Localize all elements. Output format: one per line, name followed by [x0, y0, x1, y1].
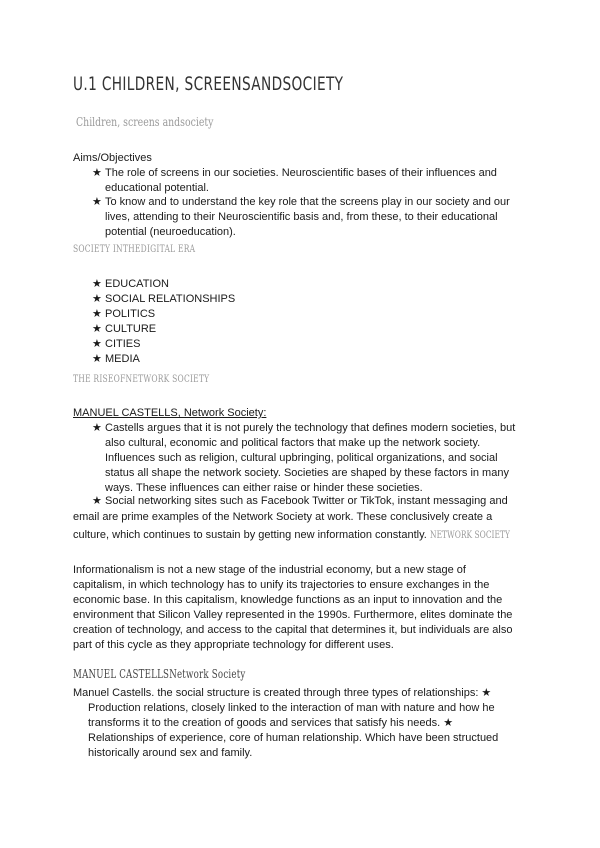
informationalism-paragraph: Informationalism is not a new stage of the industrial economy, but a new stage of capitalism, in which technology has to unify its trajectories to ensure exchanges in the economic base. In this capitalism, knowledge functions as an input to innovation and the environment that Silicon Valley represented in the 1990s. Furthermore, elites dominate the creation of technology, and access to the capital that determines it, but individuals are also part of this cycle as they appropriate technology for different uses.	[73, 564, 513, 651]
section-heading-rise: THE RISEOFNETWORK SOCIETY	[73, 373, 210, 385]
inline-section-tag: NETWORK SOCIETY	[429, 530, 510, 541]
castells-heading: MANUEL CASTELLS, Network Society:	[73, 407, 267, 419]
aims-item-1: ★ The role of screens in our societies. Neuroscientific bases of their influences and educational potential.	[92, 167, 497, 194]
star-icon: ★	[92, 308, 102, 320]
castells-item-2-line-3: culture, which continues to sustain by getting new information constantly. NETWORK SOCIETY	[73, 529, 510, 541]
list-item: ★ CULTURE	[92, 323, 157, 335]
star-icon: ★	[92, 353, 102, 365]
list-item: ★ MEDIA	[92, 353, 140, 365]
aims-heading: Aims/Objectives	[73, 152, 152, 164]
star-icon: ★	[92, 323, 102, 335]
section-heading-castells-2: MANUEL CASTELLSNetwork Society	[73, 667, 246, 681]
list-item: ★ EDUCATION	[92, 278, 169, 290]
page-subtitle: Children, screens andsociety	[76, 115, 214, 129]
star-icon: ★	[92, 167, 102, 179]
section-heading-digital-era: SOCIETY INTHEDIGITAL ERA	[73, 243, 196, 255]
castells-2-paragraph: Manuel Castells. the social structure is created through three types of relationships: ★ Production relations, closely linked to the interaction of man with nature and how he transforms it to the creation of goods and services that satisfy his needs. ★ Relationships of experience, core of human relationship. Which have been structued historically around sex and family.	[73, 687, 499, 759]
list-item: ★ POLITICS	[92, 308, 156, 320]
aims-item-2: ★ To know and to understand the key role that the screens play in our society and our lives, attending to their Neuroscientific basis and, from these, to their educational potential (neuroeducation).	[92, 196, 510, 238]
list-item: ★ SOCIAL RELATIONSHIPS	[92, 293, 236, 305]
digital-era-list	[92, 277, 235, 367]
star-icon: ★	[92, 293, 102, 305]
page-title: U.1 CHILDREN, SCREENSANDSOCIETY	[73, 73, 344, 95]
star-icon: ★	[92, 278, 102, 290]
castells-item-2-line-2: email are prime examples of the Network Society at work. These conclusively create a	[73, 511, 493, 523]
star-icon: ★	[92, 338, 102, 350]
castells-item-1: ★ Castells argues that it is not purely the technology that defines modern societies, but also cultural, economic and political factors that make up the network society. Influences such as religion, cultural upbringing, political organizations, and social status all shape the network society. Societies are shaped by these factors in many ways. These influences can either raise or hinder these societies.	[92, 422, 516, 494]
star-icon: ★	[92, 196, 102, 208]
star-icon: ★	[92, 495, 102, 507]
list-item: ★ CITIES	[92, 338, 141, 350]
star-icon: ★	[92, 422, 102, 434]
castells-item-2: ★ Social networking sites such as Facebook Twitter or TikTok, instant messaging and	[92, 495, 508, 507]
